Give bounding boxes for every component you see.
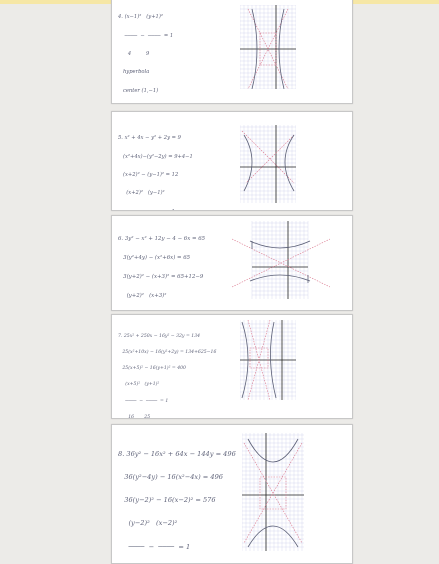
worksheet-page-4[interactable] — [111, 314, 353, 419]
work-line: 36(y²−4y) − 16(x²−4x) = 496 — [118, 472, 223, 481]
work-line: ──── − ──── = 1 — [118, 32, 174, 39]
worksheet-page-5[interactable] — [111, 424, 353, 564]
work-line: 8. 36y² − 16x² + 64x − 144y = 496 — [118, 449, 236, 458]
hyperbola-graph — [232, 221, 330, 299]
work-line: 25(x²+10x) − 16(y²+2y) = 134+625−16 — [118, 350, 217, 356]
hyperbola-graph — [240, 125, 296, 203]
work-line: 4 9 — [118, 51, 150, 57]
hyperbola-graph — [240, 320, 296, 400]
handwritten-work — [118, 223, 205, 311]
work-line: center (1,−1) — [118, 87, 159, 94]
work-line: 36(y−2)² − 16(x−2)² = 576 — [118, 496, 216, 505]
work-line: (y−2)² (x−2)² — [118, 519, 178, 528]
work-line: ──── − ──── = 1 — [118, 398, 169, 404]
hyperbola-graph — [242, 433, 304, 551]
handwritten-work — [118, 323, 216, 419]
work-line: (x+2)² − (y−1)² = 12 — [118, 172, 179, 178]
worksheet-page-2[interactable] — [111, 111, 353, 211]
work-line: (y+2)² (x+3)² — [118, 293, 167, 300]
worksheet-page-1[interactable] — [111, 0, 353, 104]
work-line — [118, 209, 193, 211]
work-line: ──── − ──── = 1 — [118, 542, 191, 551]
work-line: (x+2)² (y−1)² — [118, 190, 165, 197]
work-line: 25(x+5)² − 16(y+1)² = 400 — [118, 366, 186, 372]
work-line: 3(y+2)² − (x+3)² = 65+12−9 — [118, 274, 204, 280]
worksheet-page-3[interactable] — [111, 215, 353, 311]
work-line: (x+5)² (y+1)² — [118, 382, 160, 388]
handwritten-work — [118, 435, 236, 564]
work-line: 4. (x−1)² (y+1)² — [118, 14, 163, 21]
work-line: hyperbola — [118, 69, 150, 76]
work-line: (x²+4x)−(y²−2y) = 9+4−1 — [118, 153, 193, 160]
hyperbola-graph — [240, 5, 296, 89]
work-line: 7. 25x² + 250x − 16y² − 32y = 134 — [118, 333, 201, 339]
handwritten-work — [118, 2, 175, 104]
work-line: 6. 3y² − x² + 12y − 4 − 6x = 65 — [118, 235, 206, 242]
work-line: 16 25 — [118, 414, 151, 419]
work-line: 3(y²+4y) − (x²+6x) = 65 — [118, 254, 191, 261]
handwritten-work — [118, 123, 193, 211]
work-line: 5. x² + 4x − y² + 2y = 9 — [118, 135, 181, 142]
